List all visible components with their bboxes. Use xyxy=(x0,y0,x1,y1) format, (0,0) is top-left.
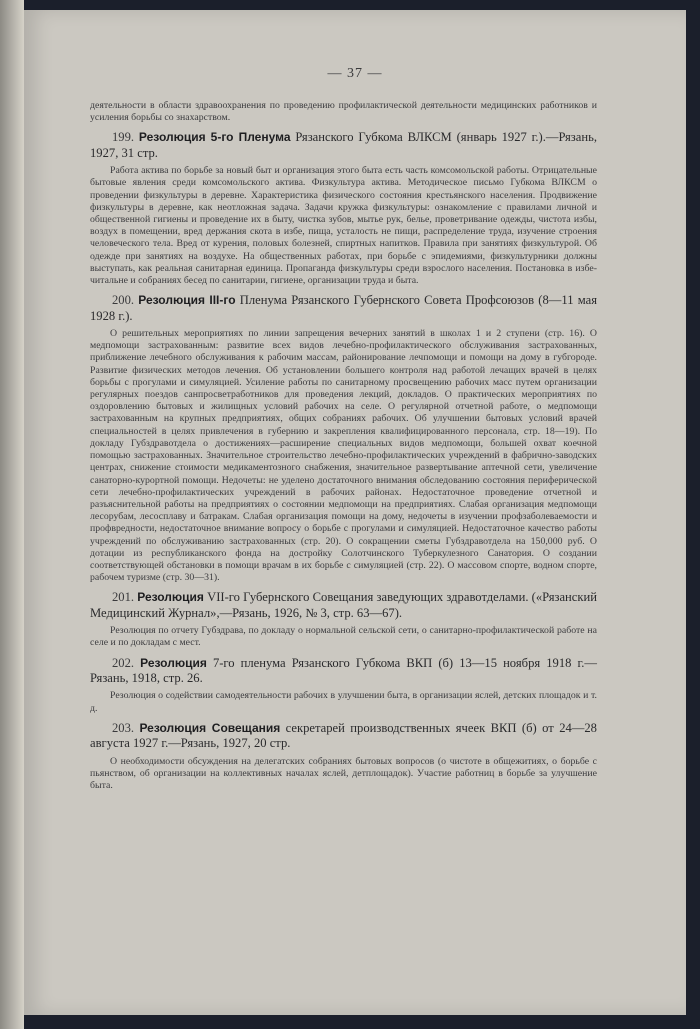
entry-citation: Пленума Рязанского Губернского Совета Профсоюзов (8—11 мая 1928 г.). xyxy=(90,293,597,323)
entry-citation: 7-го пленума Рязанского Губкома ВКП (б) 13—15 ноября 1918 г.—Рязань, 1918, стр. 26. xyxy=(90,655,597,685)
entry-201-heading xyxy=(90,590,597,621)
page-content xyxy=(90,100,597,792)
entry-202-summary: Резолюция о содействии самодеятельности рабочих в улучшении быта, в организации яслей, детских площадок и т. д. xyxy=(90,690,597,714)
intro-paragraph: деятельности в области здравоохранения по проведению профилактической деятельности медицинских работников и усиления борьбы со знахарством. xyxy=(90,100,597,124)
entry-200-summary: О решительных мероприятиях по линии запрещения вечерних занятий в школах 1 и 2 ступени (стр. 16). О медпомощи застрахованным: развитие всех видов лечебно-профилактического обслуживания застрахованных, приближение лечебного обслуживания к рабочим массам, районирование лечпомощи и помощи на дому в губгороде. Развитие физических методов лечения. Об установлении большего контроля над работой лечащих врачей в целях борьбы с прогулами и симуляцией. Усиление работы по санитарному просвещению рабочих масс путем организации регулярных поездов санпросветработников для проведения лекций, докладов. О практических мероприятиях по оздоровлению бытовых и жилищных условий рабочих на селе. О регулярной отчетной работе, о медпомощи застрахованным на крупных предприятиях, общих собраниях рабочих. Об улучшении бытовых условий врачей специальностей в целях привлечения в губернию и закрепления квалифицированного персонала, стр. 18—19). По докладу Губздравотдела о достижениях—расширение специальных видов медпомощи, большей охват коечной помощью застрахованных. Значительное строительство лечебно-профилактических учреждений в фабрично-заводских центрах, снижение стоимости медикаментозного снабжения, значительное развертывание аптечной сети, увеличение санаторно-курортной помощи. Недочеты: не уделено достаточного внимания обследованию состояния периферической сети лечебно-профилактических учреждений в рабочих районах. Недостаточное проведение отчетной и разъяснительной работы на предприятиях о состоянии медпомощи на предприятиях. Слабая организация медпомощи лесорубам, лесосплаву и батракам. Слабая организация помощи на дому, недочеты в изучении профзаболеваемости и профвредности, недостаточное внимание вопросу о борьбе с прогулами и симуляцией. Недостаточное качество работы учреждений по обслуживанию застрахованных (стр. 20). О сокращении сметы Губздравотдела на 150,000 руб. О дотации из республиканского фонда на достройку Солотчинского Туберкулезного Санатория. О создании соответствующей обстановки в помощи врачам в их борьбе с симуляцией (стр. 22). О массовом спорте, водном спорте, рабочем туризме (стр. 30—31). xyxy=(90,328,597,584)
page-number: — 37 — xyxy=(327,66,383,81)
entry-citation: секретарей производственных ячеек ВКП (б) от 24—28 августа 1927 г.—Рязань, 1927, 20 стр. xyxy=(90,720,597,751)
entry-citation: Рязанского Губкома ВЛКСМ (январь 1927 г.).—Рязань, 1927, 31 стр. xyxy=(90,130,597,160)
entry-203-heading xyxy=(90,721,597,752)
entry-keyword: Резолюция xyxy=(137,590,204,605)
entry-199-summary: Работа актива по борьбе за новый быт и организация этого быта есть часть комсомольской работы. Отрицательные бытовые явления среди комсомольского актива. Физкультура актива. Методическое письмо Губкома ВЛКСМ о проведении физкультуры в деревне. Характеристика физического состояния крестьянского населения. Продвижение физкультуры в деревне, как неотложная задача. Задачи кружка физкультуры: ознакомление с правилами личной и общественной гигиены и проведение их в быту, чистка зубов, мытье рук, белье, проветривание одежды, чистота избы, воздух в помещении, вред держания скота в избе, пища, усталость не пищи, распределение труда, изучение строения человеческого тела. Вред от курения, половых болезней, спиртных напитков. Правила при занятиях физкультурой. Об одежде при занятиях на воздухе. На общественных работах, при борьбе с эпидемиями, физкультурники должны выступать, как реальная санитарная единица. Пропаганда физкультуры среди взрослого населения. Постановка в избе-читальне и собраниях бесед по санитарии, гигиене, организации труда и быта. xyxy=(90,165,597,287)
entry-number: 203. xyxy=(112,720,135,735)
entry-keyword: Резолюция 5-го Пленума xyxy=(138,130,291,145)
entry-keyword: Резолюция III-го xyxy=(138,293,236,308)
entry-number: 202. xyxy=(112,655,135,670)
entry-number: 201. xyxy=(112,590,135,605)
entry-199-heading xyxy=(90,130,597,161)
entry-202-heading xyxy=(90,656,597,687)
entry-201-summary: Резолюция по отчету Губздрава, по докладу о нормальной сельской сети, о санитарно-профилактической работе на селе и по докладам с мест. xyxy=(90,625,597,649)
entry-number: 200. xyxy=(112,293,135,308)
previous-page-edge xyxy=(0,0,24,1029)
entry-citation: VII-го Губернского Совещания заведующих здравотделами. («Рязанский Медицинский Журнал»,—Рязань, 1926, № 3, стр. 63—67). xyxy=(90,590,597,620)
entry-keyword: Резолюция xyxy=(140,655,207,670)
entry-keyword: Резолюция Совещания xyxy=(139,720,281,735)
entry-number: 199. xyxy=(112,130,135,145)
entry-200-heading xyxy=(90,293,597,324)
book-page xyxy=(24,10,686,1015)
entry-203-summary: О необходимости обсуждения на делегатских собраниях бытовых вопросов (о чистоте в общежитиях, о борьбе с пьянством, об организации на коллективных началах яслей, детплощадок). Участие работниц в борьбе за улучшение быта. xyxy=(90,755,597,791)
